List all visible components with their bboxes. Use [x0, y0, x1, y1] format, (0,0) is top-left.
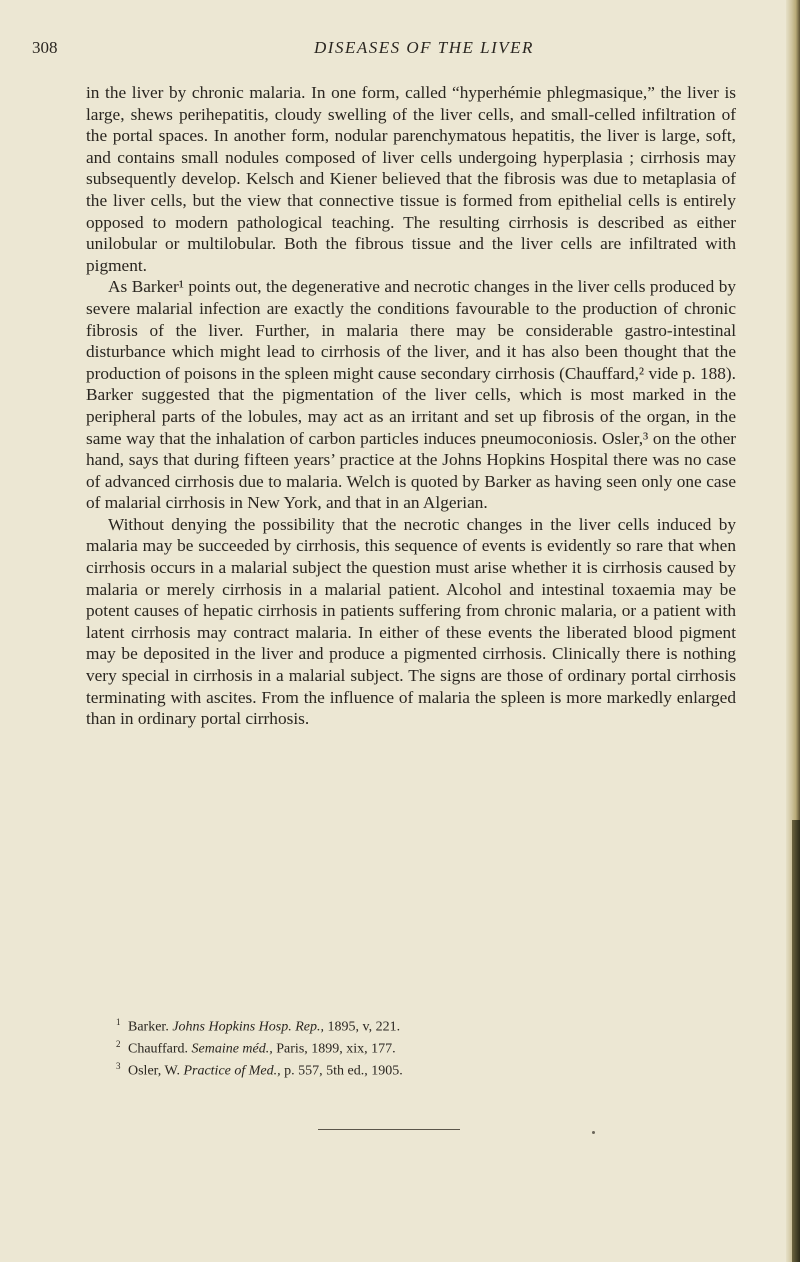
footnote-author: Barker. [128, 1019, 169, 1035]
footnote [116, 1036, 716, 1058]
footnote-mark: 1 [116, 1017, 121, 1027]
footnotes [116, 1014, 716, 1080]
page-mark [592, 1131, 595, 1134]
footnote-detail: p. 557, 5th ed., 1905. [284, 1063, 403, 1079]
body-text [86, 82, 736, 730]
footnote-author: Chauffard. [128, 1041, 188, 1057]
bottom-rule [318, 1129, 460, 1130]
footnote-mark: 2 [116, 1039, 121, 1050]
paragraph: in the liver by chronic malaria. In one form, called “hyperhémie phlegmasique,” the liver is large, shews perihepatitis, cloudy swelling of the liver cells, and small-celled infiltration of the portal spaces. In another form, nodular parenchymatous hepatitis, the liver is large, soft, and contains small nodules composed of liver cells undergoing hyperplasia ; cirrhosis may subsequently develop. Kelsch and Kiener believed that the fibrosis was due to metaplasia of the liver cells, but the view that connective tissue is formed from epithelial cells is entirely opposed to modern pathological teaching. The resulting cirrhosis is described as either unilobular or multilobular. Both the fibrous tissue and the liver cells are infiltrated with pigment. [86, 83, 736, 275]
page-number: 308 [32, 38, 58, 57]
footnote-detail: Paris, 1899, xix, 177. [276, 1041, 396, 1057]
footnote-source: Johns Hopkins Hosp. Rep., [172, 1019, 324, 1035]
page-edge-shadow [792, 820, 800, 1262]
footnote-source: Semaine méd., [191, 1041, 273, 1057]
paragraph: As Barker¹ points out, the degenerative and necrotic changes in the liver cells produced by severe malarial infection are exactly the conditions favourable to the production of chronic fibrosis of the liver. Further, in malaria there may be considerable gastro-intestinal disturbance which might lead to cirrhosis of the liver, and it has also been thought that the production of poisons in the spleen might cause secondary cirrhosis (Chauffard,² vide p. 188). Barker suggested that the pigmentation of the liver cells, which is most marked in the peripheral parts of the lobules, may act as an irritant and set up fibrosis of the organ, in the same way that the inhalation of carbon particles induces pneumoconiosis. Osler,³ on the other hand, says that during fifteen years’ practice at the Johns Hopkins Hospital there was no case of advanced cirrhosis due to malaria. Welch is quoted by Barker as having seen only one case of malarial cirrhosis in New York, and that in an Algerian. [86, 277, 736, 513]
running-head: DISEASES OF THE LIVER [314, 38, 534, 57]
paragraph: Without denying the possibility that the necrotic changes in the liver cells induced by malaria may be succeeded by cirrhosis, this sequence of events is evidently so rare that when cirrhosis occurs in a malarial subject the question must arise whether it is cirrhosis caused by malaria or merely cirrhosis in a malarial patient. Alcohol and intestinal toxaemia may be potent causes of hepatic cirrhosis in patients suffering from chronic malaria, or a patient with latent cirrhosis may contract malaria. In either of these events the liberated blood pigment may be deposited in the liver and produce a pigmented cirrhosis. Clinically there is nothing very special in cirrhosis in a malarial subject. The signs are those of ordinary portal cirrhosis terminating with ascites. From the influence of malaria the spleen is more markedly enlarged than in ordinary portal cirrhosis. [86, 514, 736, 729]
page-header [32, 38, 752, 62]
footnote [116, 1014, 716, 1036]
footnote-author: Osler, W. [128, 1063, 180, 1079]
footnote [116, 1058, 716, 1080]
footnote-detail: 1895, v, 221. [327, 1019, 401, 1035]
footnote-source: Practice of Med., [183, 1063, 281, 1079]
footnote-mark: 3 [116, 1061, 121, 1072]
